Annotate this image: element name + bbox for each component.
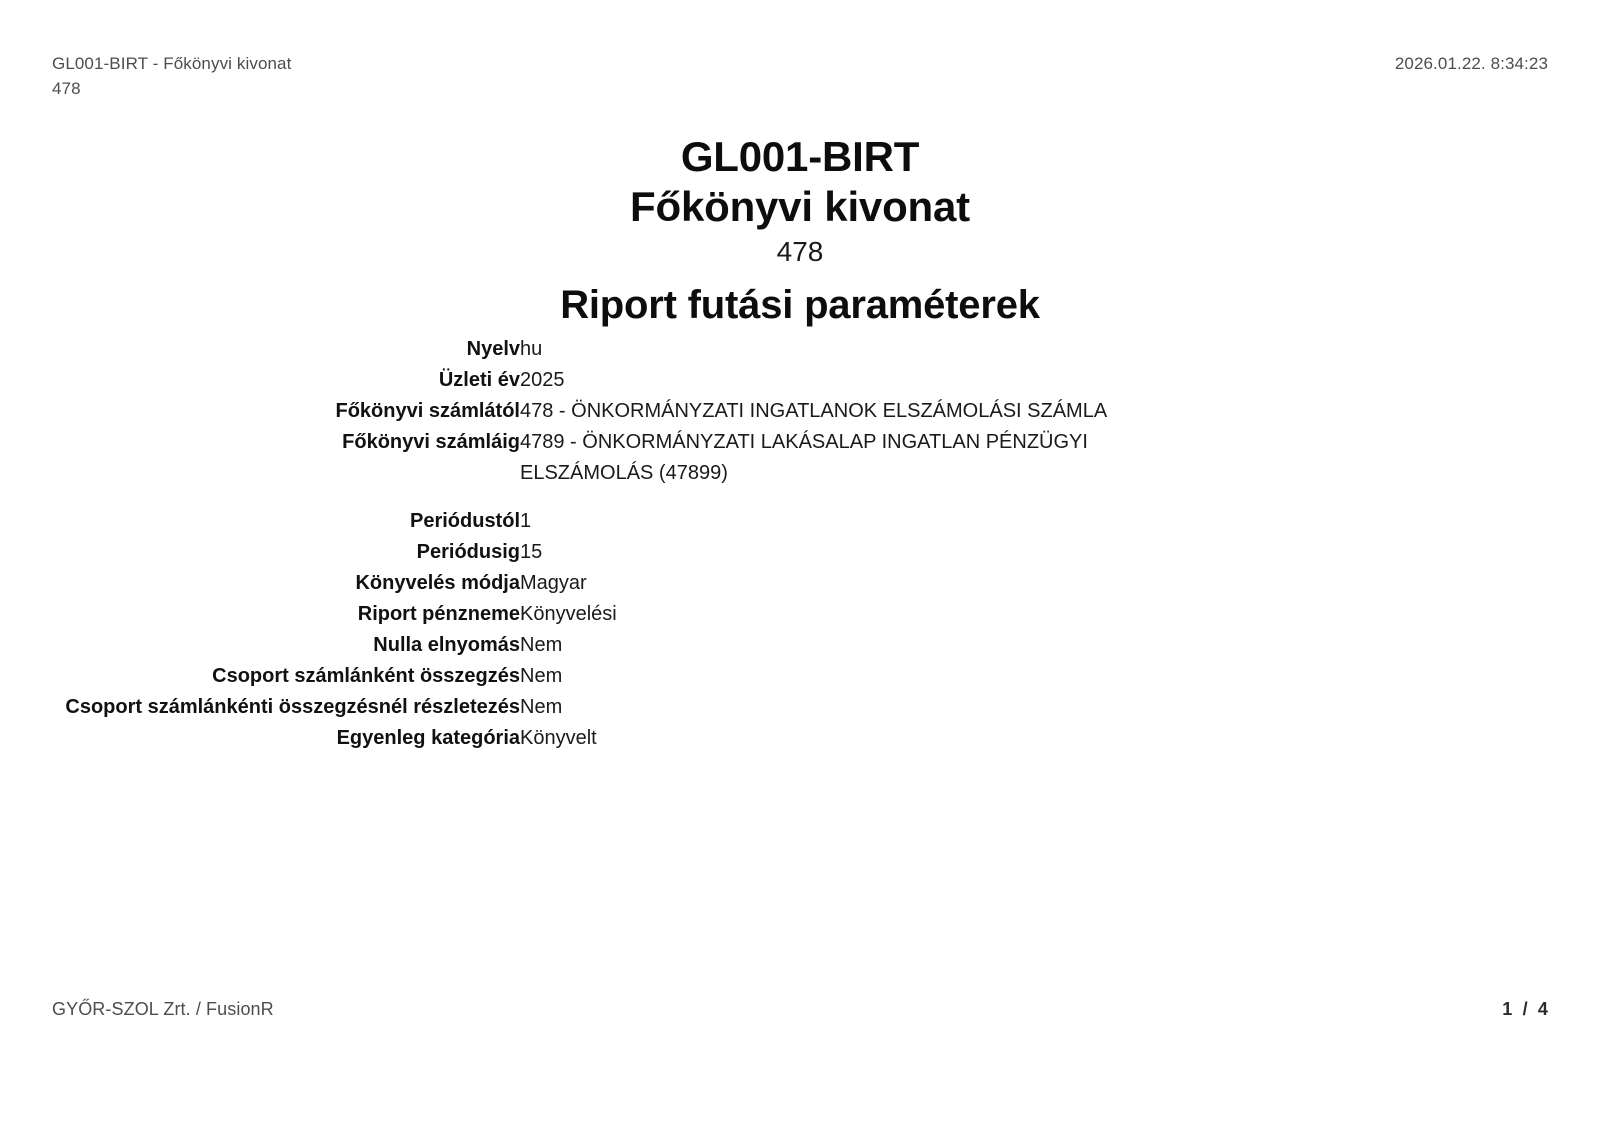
parameter-value: Nem [520,696,563,718]
parameter-label: Nyelv [466,338,520,360]
parameter-row [0,661,1220,692]
parameter-label: Főkönyvi számlától [335,400,520,422]
parameter-value: 1 [520,510,532,532]
parameter-row [0,568,1220,599]
parameter-value: 2025 [520,369,565,391]
document-header [52,52,1548,101]
parameter-label: Periódusig [416,541,520,563]
parameter-row-spacer [0,489,1220,506]
parameter-row [0,365,1220,396]
parameter-value: Nem [520,665,563,687]
page-title: GL001-BIRT [680,133,920,180]
parameter-value: Könyvelt [520,727,597,749]
parameter-label: Könyvelés módja [355,572,520,594]
report-name: Főkönyvi kivonat [630,182,970,230]
document-footer [52,999,1548,1020]
spacer-cell [0,489,520,506]
header-report-code: 478 [52,78,81,98]
parameter-row [0,599,1220,630]
parameter-label: Nulla elnyomás [373,634,520,656]
parameter-label: Csoport számlánkénti összegzésnél részletezés [65,696,520,718]
parameter-value: hu [520,338,543,360]
parameter-row [0,396,1220,427]
spacer-cell [520,489,1220,506]
parameter-label: Periódustól [409,510,520,532]
parameter-value: 478 - ÖNKORMÁNYZATI INGATLANOK ELSZÁMOLÁSI SZÁMLA [520,400,1108,422]
parameter-label: Egyenleg kategória [336,727,520,749]
title-block [0,132,1600,329]
parameter-row [0,723,1220,754]
parameter-label: Üzleti év [438,369,520,391]
parameter-label: Csoport számlánként összegzés [212,665,520,687]
parameter-row [0,692,1220,723]
report-code: 478 [776,236,824,268]
parameter-value: Nem [520,634,563,656]
parameter-value: 4789 - ÖNKORMÁNYZATI LAKÁSALAP INGATLAN PÉNZÜGYI ELSZÁMOLÁS (47899) [520,431,1088,484]
footer-company: GYŐR-SZOL Zrt. / FusionR [52,999,274,1019]
section-heading: Riport futási paraméterek [560,282,1040,327]
parameter-row [0,630,1220,661]
report-parameters [0,334,1600,754]
parameter-label: Riport pénzneme [357,603,520,625]
document-header-left [52,52,291,101]
parameter-row [0,537,1220,568]
parameter-value: 15 [520,541,543,563]
parameters-table [0,334,1220,754]
parameters-table-body [0,334,1220,754]
parameter-label: Főkönyvi számláig [342,431,520,453]
footer-page-number: 1 / 4 [1502,999,1548,1019]
parameter-value: Könyvelési [520,603,617,625]
parameter-row [0,427,1220,489]
header-report-title: GL001-BIRT - Főkönyvi kivonat [52,54,292,73]
parameter-row [0,334,1220,365]
header-timestamp: 2026.01.22. 8:34:23 [1394,54,1548,73]
parameter-row [0,506,1220,537]
parameter-value: Magyar [520,572,587,594]
